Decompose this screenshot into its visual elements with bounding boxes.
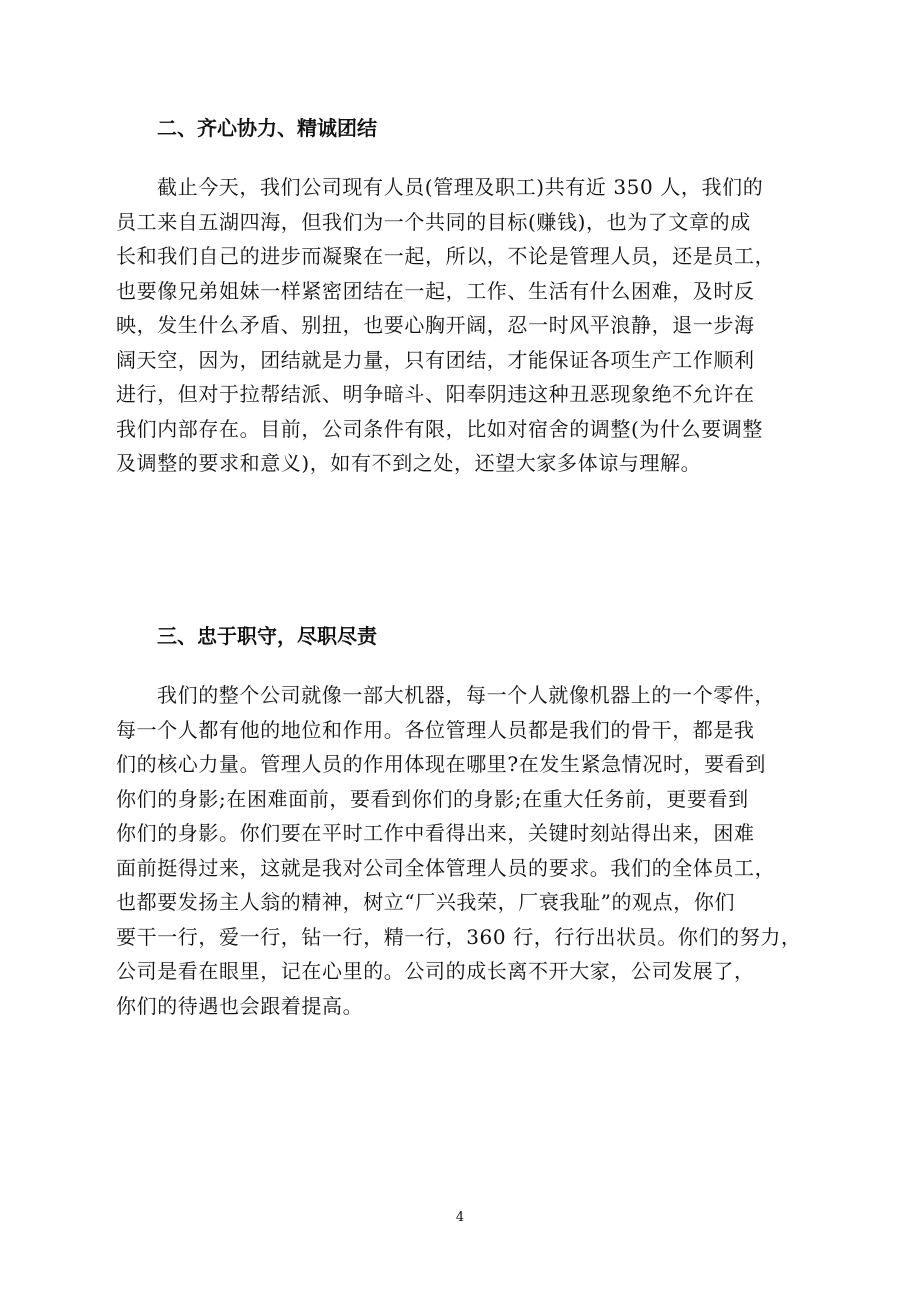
paragraph-line: 及调整的要求和意义)，如有不到之处，还望大家多体谅与理解。 bbox=[116, 451, 702, 475]
paragraph-line: 截止今天，我们公司现有人员(管理及职工)共有近 350 人，我们的 bbox=[157, 175, 764, 199]
paragraph-line: 要干一行，爱一行，钻一行，精一行，360 行，行行出状员。你们的努力， bbox=[116, 924, 802, 949]
paragraph-line: 进行，但对于拉帮结派、明争暗斗、阳奉阴违这种丑恶现象绝不允许在 bbox=[116, 382, 755, 406]
paragraph-line: 也要像兄弟姐妹一样紧密团结在一起，工作、生活有什么困难，及时反 bbox=[116, 278, 755, 303]
section-heading-3: 三、忠于职守，尽职尽责 bbox=[157, 624, 377, 648]
paragraph-line: 阔天空，因为，团结就是力量，只有团结，才能保证各项生产工作顺利 bbox=[116, 347, 755, 372]
paragraph-line: 面前挺得过来，这就是我对公司全体管理人员的要求。我们的全体员工， bbox=[116, 855, 776, 880]
paragraph-line: 们的核心力量。管理人员的作用体现在哪里?在发生紧急情况时，要看到 bbox=[116, 752, 766, 776]
paragraph-line: 映，发生什么矛盾、别扭，也要心胸开阔，忍一时风平浪静，退一步海 bbox=[116, 313, 755, 337]
paragraph-line: 我们的整个公司就像一部大机器，每一个人就像机器上的一个零件， bbox=[157, 683, 775, 707]
paragraph-line: 长和我们自己的进步而凝聚在一起，所以，不论是管理人员，还是员工， bbox=[116, 244, 776, 268]
section-2-paragraph bbox=[116, 170, 816, 481]
paragraph-line: 我们内部存在。目前，公司条件有限，比如对宿舍的调整(为什么要调整 bbox=[116, 416, 764, 441]
paragraph-line: 员工来自五湖四海，但我们为一个共同的目标(赚钱)，也为了文章的成 bbox=[116, 209, 751, 234]
page-number: 4 bbox=[455, 1210, 465, 1225]
section-3-paragraph bbox=[116, 678, 816, 1023]
paragraph-line: 你们的身影。你们要在平时工作中看得出来，关键时刻站得出来，困难 bbox=[116, 821, 755, 845]
paragraph-line: 公司是看在眼里，记在心里的。公司的成长离不开大家，公司发展了， bbox=[116, 959, 755, 983]
paragraph-line: 每一个人都有他的地位和作用。各位管理人员都是我们的骨干，都是我 bbox=[116, 717, 755, 742]
section-heading-2: 二、齐心协力、精诚团结 bbox=[157, 116, 377, 140]
paragraph-line: 也都要发扬主人翁的精神，树立“厂兴我荣，厂衰我耻”的观点，你们 bbox=[116, 890, 736, 914]
paragraph-line: 你们的待遇也会跟着提高。 bbox=[116, 993, 364, 1018]
paragraph-line: 你们的身影;在困难面前，要看到你们的身影;在重大任务前，更要看到 bbox=[116, 786, 749, 811]
